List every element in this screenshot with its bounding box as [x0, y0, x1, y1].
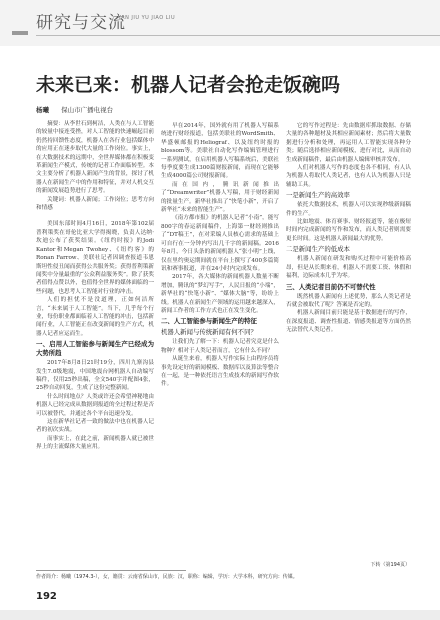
section-heading: 二、人工智能参与新闻生产的特征 [161, 317, 257, 326]
section-heading: 一、启用人工智能参与新闻生产已经成为大势所趋 [36, 340, 154, 358]
body-paragraph: 比如地震、体育赛事、财经报道等，能在极短时间内完成新闻的写作和发布，而人类记者则需要更长时间。这是机器人新闻最大的优势。 [286, 219, 411, 242]
subsection-heading: 一是新闻生产的高效率 [286, 191, 350, 200]
body-paragraph: 而在国内，腾讯新闻推出了“Dreamwriter”机器人写稿，用于财经新闻的批量生产。新华社推出了“快笔小新”，开启了新华社“未来的智能生产”。 [161, 181, 279, 214]
footnote-divider [36, 570, 186, 571]
article-byline [36, 105, 416, 114]
header-section-pinyin: YAN JIU YU JIAO LIU [118, 15, 176, 21]
body-paragraph: 人们的担忧不是没道理，正如何洁所言，“未来属于人工智能”。当下，几乎每个行业，每份职业都面临着人工智能的冲击，包括新闻行业，人工智能正在改变新闻的生产方式，机器人记者应运而生。 [36, 297, 154, 337]
body-paragraph: 既然机器人新闻有上述优势，那么人类记者是否就会被取代了呢？答案是否定的。 [286, 293, 411, 308]
article-title: 未来已来：机器人记者会抢走饭碗吗 [36, 74, 341, 96]
author-name: 杨曦 [36, 106, 49, 114]
body-paragraph: 机器人新闻在研发和购买过程中可能价格高昂，但是从长期来看，机器人不需要工资、休假和福利，边际成本几乎为零。 [286, 256, 411, 280]
body-paragraph: 它的写作过程是：先由数据库抓取数据、存储大量的各种题材及其相应新闻素材；然后将大量数据进行分析和处理，再运用人工智能实现各种分类；随后选择相应新闻模板，进行对比，从而自动生成新闻稿件，最后由机器人编辑审核并发布。 [286, 123, 411, 163]
author-affiliation: 保山市广播电视台 [61, 106, 114, 114]
header-divider [36, 35, 440, 36]
body-paragraph: 依托大数据技术，机器人可以实现秒级新闻稿件的生产。 [286, 202, 411, 217]
header-section-title: 研究与交流 [36, 13, 126, 33]
section-question: 机器人新闻与传统新闻有何不同？ [161, 328, 257, 337]
keywords: 关键词：机器人新闻；工作岗位；思考方向和情感 [36, 196, 154, 212]
page-number: 192 [36, 591, 57, 602]
header-decoration [12, 31, 28, 35]
body-paragraph: 人们对机器人写作的态度也各不相同，有人认为机器人将取代人类记者，也有人认为机器人只是辅助工具。 [286, 165, 411, 188]
text-column-3 [286, 122, 411, 335]
page-header [0, 0, 440, 46]
body-paragraph: 让我们先了解一下：机器人记者究竟是什么物种？相对于人类记者而言，它有什么不同？ [161, 339, 279, 354]
body-paragraph: 从诞生来看，机器人写作实际上由程序员将事先设定好的新闻模板、数据库以及算法等整合在一起，是一种依托语言生成技术的新闻写作软件。 [161, 356, 279, 388]
body-paragraph: 而事实上，在此之前，新闻机器人就已被世界上的主流媒体大量应用。 [36, 435, 154, 451]
text-column-2 [161, 122, 279, 389]
section-heading: 三、人类记者目前仍不可替代性 [286, 282, 376, 291]
abstract: 摘要：从李世石到柯洁，人类在与人工智能的较量中接连受挫，对人工智能的快速崛起目前仍然持回馈性态度，机器人在各行业包括媒体中的应用正在迷步取代大量的工作岗位。事实上，在大数据技术的远期中，全世界媒体都在积极变革新闻生产模式，传统的记者工作面临转型。本文主要分析了机器人新闻产生的背景，探讨了机器人在新闻生产中的作用和特征，并对人机交互的新闻发展趋势进行了思考。 [36, 121, 154, 195]
subsection-heading: 二是新闻生产的低成本 [286, 245, 350, 254]
author-footnote: 作者简介：杨曦（1974.3-），女，籍贯：云南省保山市，民族：汉，职称：编辑，学历：大学本科，研究方向：传媒。 [36, 574, 298, 580]
page-footer-band [0, 610, 440, 620]
body-paragraph: 2017年，各大媒体的新闻机器人数量不断增加，腾讯的“梦幻写手”，人民日报的“小端”，新华社的“快笔小新”、“媒体大脑”等，纷纷上线。机器人在新闻生产领域的运用越来越深入，新闻工作者的工作方式也正在发生变化。 [161, 274, 279, 314]
body-paragraph: 这在新华社记者一致的做法中也在机器人记者的初次实战。 [36, 419, 154, 434]
body-paragraph: 2017年8月8日21时19分，四川九寨沟县发生7.0级地震，中国地震台网机器人自动编写稿件，仅用25秒出稿，全文540字并配图4张，25秒自动回复，生成了这份完整新闻。 [36, 360, 154, 392]
body-paragraph: 什么时间地点？人类或许还会希望神秘地由机器人已经完成从数据到报道的全过程过程是否可以被替代，并通过各个平台迅速分发。 [36, 393, 154, 417]
body-paragraph: 《南方都市报》的机器人记者“小南”，能写800字的春运新闻稿件，上海第一财经则推出了“DT稿王”，在对采编人员核心需求的基础上可自行在一分钟内写出几千字的新闻稿。2016年8月，今日头条的新闻机器人“张小明”上线，仅在里约奥运期间就在平台上撰写了400多篇简讯和赛事报道，并在24小时内完成发布。 [161, 215, 279, 272]
text-column-1 [36, 120, 154, 452]
body-paragraph: 早在2014年，国外就有用了机器人写稿系统进行财经报道，包括美联社的WordSmith、华盛顿邮报的Heliograf、以及纽约时报的blossom等。美联社自动化写作编辑管理进行一系列测试，在启用机器人写稿系统后，美联社每季度要生成1300篇财报新闻，而现在它能够生成4000篇公司财报新闻。 [161, 123, 279, 180]
body-paragraph: 美国东部时间4月16日，2018年第102届普利策奖在哥伦比亚大学得揭晓，负责人达纳·坎迪公布了获奖结果。《纽约时报》的Jodi Kantor和Megan Twohey、《纽约客》的Ronan Farrow、美联社记者因调查报道韦恩斯坦性侵丑闻而获得公共服务奖；获得普利策新闻奖中分量最重的“公众利益服务奖”。除了获奖者值得点赞以外，也值得全世界的媒体面临的一些问题，也思考人工智能对行业的冲击。 [36, 221, 154, 295]
body-paragraph: 机器人新闻目前只能是基于数据进行的写作，在深度报道、调查性报道、情感类报道等方面仍然无法替代人类记者。 [286, 310, 411, 334]
continued-note: 下转（第194页） [370, 562, 410, 568]
